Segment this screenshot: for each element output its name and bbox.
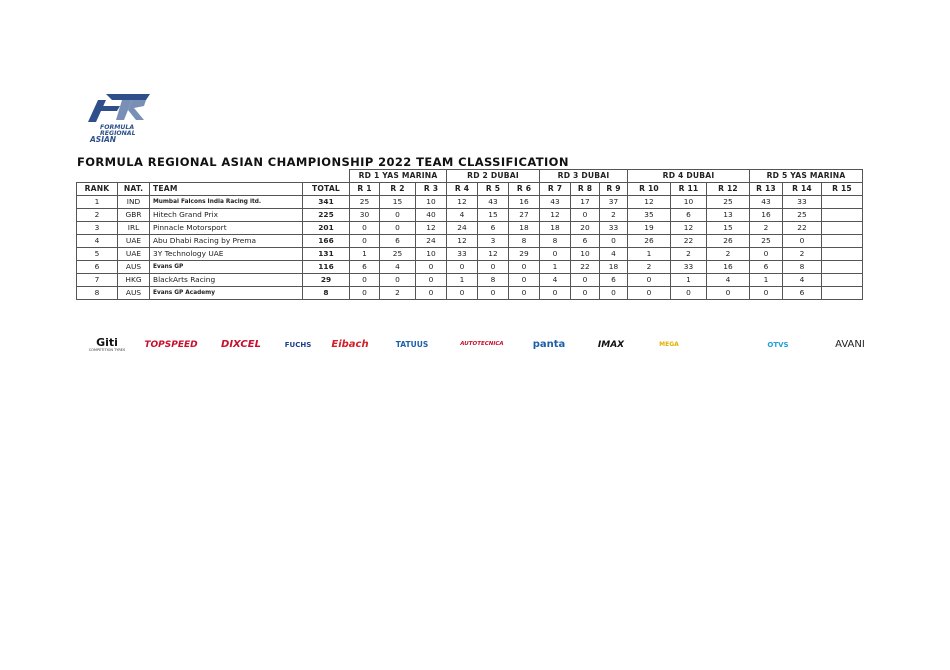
race-points-cell: 2 (707, 248, 750, 261)
round-label: RD 1 YAS MARINA (350, 170, 447, 183)
race-points-cell: 12 (416, 222, 447, 235)
race-points-cell: 33 (783, 196, 822, 209)
race-points-cell: 0 (571, 287, 600, 300)
race-points-cell: 2 (380, 287, 416, 300)
race-points-cell: 6 (380, 235, 416, 248)
sponsor-name: AVANI (835, 339, 865, 350)
race-points-cell: 0 (707, 287, 750, 300)
race-header: R 2 (380, 183, 416, 196)
race-points-cell: 35 (628, 209, 671, 222)
race-points-cell: 0 (600, 235, 628, 248)
rank-cell: 3 (77, 222, 118, 235)
team-cell: Mumbai Falcons India Racing ltd. (150, 196, 303, 209)
race-points-cell: 0 (478, 261, 509, 274)
race-points-cell: 15 (380, 196, 416, 209)
race-points-cell (822, 287, 863, 300)
race-points-cell: 24 (447, 222, 478, 235)
team-cell: Hitech Grand Prix (150, 209, 303, 222)
race-points-cell: 29 (509, 248, 540, 261)
race-points-cell: 25 (380, 248, 416, 261)
sponsor-tagline: COMPETITION TYRES (88, 348, 126, 353)
sponsor-logo (278, 328, 318, 362)
race-header: R 1 (350, 183, 380, 196)
race-points-cell: 6 (571, 235, 600, 248)
round-label: RD 5 YAS MARINA (750, 170, 863, 183)
race-points-cell: 22 (783, 222, 822, 235)
total-cell: 225 (303, 209, 350, 222)
table-row (77, 248, 863, 261)
race-points-cell: 43 (540, 196, 571, 209)
rank-header: RANK (77, 183, 118, 196)
sponsor-name: AUTOTECNICA (460, 341, 504, 348)
race-points-cell: 0 (509, 274, 540, 287)
race-points-cell: 4 (380, 261, 416, 274)
race-points-cell: 0 (571, 209, 600, 222)
race-points-cell: 0 (350, 274, 380, 287)
round-header-row (77, 170, 863, 183)
race-header: R 14 (783, 183, 822, 196)
race-points-cell: 24 (416, 235, 447, 248)
race-points-cell: 16 (707, 261, 750, 274)
sponsor-logo (644, 328, 694, 362)
race-points-cell: 25 (707, 196, 750, 209)
classification-table (76, 169, 863, 300)
table-row (77, 222, 863, 235)
nat-cell: UAE (118, 248, 150, 261)
race-points-cell: 43 (750, 196, 783, 209)
race-points-cell: 0 (509, 287, 540, 300)
race-points-cell (822, 209, 863, 222)
sponsor-name: TOPSPEED (144, 339, 198, 350)
race-points-cell: 12 (671, 222, 707, 235)
race-points-cell: 2 (783, 248, 822, 261)
race-points-cell (822, 235, 863, 248)
race-points-cell: 33 (447, 248, 478, 261)
race-points-cell: 0 (447, 287, 478, 300)
table-row (77, 274, 863, 287)
round-label: RD 4 DUBAI (628, 170, 750, 183)
race-points-cell: 30 (350, 209, 380, 222)
race-points-cell: 4 (540, 274, 571, 287)
sponsor-strip (78, 328, 876, 362)
nat-cell: HKG (118, 274, 150, 287)
race-points-cell: 20 (571, 222, 600, 235)
race-points-cell: 18 (600, 261, 628, 274)
nat-cell: IND (118, 196, 150, 209)
sponsor-name: Eibach (331, 339, 369, 350)
race-points-cell: 13 (707, 209, 750, 222)
race-header: R 7 (540, 183, 571, 196)
race-points-cell: 2 (750, 222, 783, 235)
race-points-cell: 43 (478, 196, 509, 209)
svg-text:FORMULA: FORMULA (100, 124, 135, 131)
race-points-cell: 0 (350, 235, 380, 248)
total-header: TOTAL (303, 183, 350, 196)
race-header: R 11 (671, 183, 707, 196)
rank-cell: 6 (77, 261, 118, 274)
svg-text:REGIONAL: REGIONAL (100, 130, 136, 137)
race-points-cell: 18 (540, 222, 571, 235)
race-points-cell: 4 (783, 274, 822, 287)
race-header: R 10 (628, 183, 671, 196)
sponsor-name: MEGA (659, 341, 679, 348)
race-points-cell: 17 (571, 196, 600, 209)
race-points-cell: 1 (350, 248, 380, 261)
race-points-cell: 1 (750, 274, 783, 287)
race-points-cell: 8 (509, 235, 540, 248)
total-cell: 116 (303, 261, 350, 274)
race-points-cell: 0 (750, 248, 783, 261)
rank-cell: 5 (77, 248, 118, 261)
race-points-cell: 0 (783, 235, 822, 248)
round-label: RD 2 DUBAI (447, 170, 540, 183)
page-title: FORMULA REGIONAL ASIAN CHAMPIONSHIP 2022 TEAM CLASSIFICATION (77, 155, 569, 169)
team-cell: Evans GP (150, 261, 303, 274)
team-cell: Abu Dhabi Racing by Prema (150, 235, 303, 248)
race-points-cell: 0 (571, 274, 600, 287)
table-row (77, 235, 863, 248)
race-points-cell (822, 248, 863, 261)
fr-logo-icon (84, 92, 154, 144)
race-points-cell: 4 (447, 209, 478, 222)
team-cell: Evans GP Academy (150, 287, 303, 300)
race-points-cell: 0 (750, 287, 783, 300)
race-points-cell: 1 (447, 274, 478, 287)
race-header: R 12 (707, 183, 750, 196)
race-points-cell: 0 (447, 261, 478, 274)
round-label: RD 3 DUBAI (540, 170, 628, 183)
sponsor-logo (210, 328, 272, 362)
race-points-cell: 12 (628, 196, 671, 209)
sponsor-logo (322, 328, 378, 362)
race-points-cell: 19 (628, 222, 671, 235)
race-points-cell: 25 (750, 235, 783, 248)
rank-cell: 4 (77, 235, 118, 248)
race-points-cell: 6 (750, 261, 783, 274)
sponsor-logo (824, 328, 876, 362)
rank-cell: 8 (77, 287, 118, 300)
race-header: R 5 (478, 183, 509, 196)
race-points-cell: 1 (671, 274, 707, 287)
race-points-cell: 8 (478, 274, 509, 287)
race-points-cell: 0 (540, 248, 571, 261)
race-points-cell: 15 (478, 209, 509, 222)
table-row (77, 287, 863, 300)
race-points-cell (822, 261, 863, 274)
race-points-cell: 12 (447, 196, 478, 209)
race-points-cell: 10 (416, 196, 447, 209)
sponsor-name: DIXCEL (221, 339, 261, 350)
sponsor-name: OTVS (767, 340, 789, 349)
race-points-cell: 0 (416, 287, 447, 300)
race-points-cell: 6 (783, 287, 822, 300)
sponsor-logo (758, 328, 798, 362)
race-header: R 4 (447, 183, 478, 196)
race-header: R 8 (571, 183, 600, 196)
sponsor-logo (454, 328, 510, 362)
race-points-cell: 0 (628, 274, 671, 287)
race-points-cell: 0 (350, 287, 380, 300)
race-points-cell: 6 (350, 261, 380, 274)
race-points-cell: 0 (671, 287, 707, 300)
race-points-cell: 25 (783, 209, 822, 222)
race-points-cell: 10 (671, 196, 707, 209)
race-points-cell: 27 (509, 209, 540, 222)
total-cell: 341 (303, 196, 350, 209)
sponsor-logo (524, 328, 574, 362)
total-cell: 8 (303, 287, 350, 300)
table-row (77, 209, 863, 222)
race-points-cell (822, 196, 863, 209)
race-points-cell: 26 (628, 235, 671, 248)
race-header: R 6 (509, 183, 540, 196)
table-row (77, 261, 863, 274)
race-points-cell: 0 (380, 222, 416, 235)
total-cell: 201 (303, 222, 350, 235)
sponsor-logo (140, 328, 202, 362)
race-points-cell: 2 (600, 209, 628, 222)
race-points-cell: 12 (540, 209, 571, 222)
total-cell: 29 (303, 274, 350, 287)
sponsor-name: IMAX (597, 339, 625, 350)
race-points-cell: 0 (380, 209, 416, 222)
total-cell: 131 (303, 248, 350, 261)
race-points-cell: 33 (600, 222, 628, 235)
race-points-cell: 6 (478, 222, 509, 235)
sponsor-name: panta (532, 339, 566, 350)
nat-cell: GBR (118, 209, 150, 222)
race-points-cell: 26 (707, 235, 750, 248)
race-points-cell: 0 (350, 222, 380, 235)
race-points-cell: 18 (509, 222, 540, 235)
sponsor-logo (588, 328, 634, 362)
nat-cell: IRL (118, 222, 150, 235)
race-points-cell: 0 (628, 287, 671, 300)
sponsor-name: TATUUS (395, 340, 429, 350)
race-points-cell: 3 (478, 235, 509, 248)
svg-text:ASIAN: ASIAN (90, 135, 117, 144)
sponsor-logo (78, 328, 136, 362)
race-points-cell: 4 (707, 274, 750, 287)
rank-cell: 7 (77, 274, 118, 287)
race-points-cell: 33 (671, 261, 707, 274)
fr-logo (84, 92, 154, 144)
total-cell: 166 (303, 235, 350, 248)
race-header: R 9 (600, 183, 628, 196)
team-header: TEAM (150, 183, 303, 196)
race-points-cell: 0 (540, 287, 571, 300)
nat-cell: UAE (118, 235, 150, 248)
race-points-cell: 0 (416, 261, 447, 274)
race-points-cell: 1 (540, 261, 571, 274)
team-cell: BlackArts Racing (150, 274, 303, 287)
sponsor-logo (388, 328, 436, 362)
sponsor-name: Giti (96, 336, 118, 350)
race-header: R 15 (822, 183, 863, 196)
race-points-cell: 16 (750, 209, 783, 222)
race-points-cell: 16 (509, 196, 540, 209)
table-row (77, 196, 863, 209)
race-points-cell (822, 222, 863, 235)
race-points-cell: 12 (478, 248, 509, 261)
nat-cell: AUS (118, 261, 150, 274)
sponsor-name: FUCHS (284, 340, 312, 349)
team-cell: 3Y Technology UAE (150, 248, 303, 261)
race-points-cell: 0 (509, 261, 540, 274)
rank-cell: 1 (77, 196, 118, 209)
race-points-cell (822, 274, 863, 287)
race-points-cell: 25 (350, 196, 380, 209)
race-points-cell: 4 (600, 248, 628, 261)
race-points-cell: 1 (628, 248, 671, 261)
race-points-cell: 0 (478, 287, 509, 300)
race-points-cell: 0 (416, 274, 447, 287)
race-points-cell: 12 (447, 235, 478, 248)
race-points-cell: 22 (671, 235, 707, 248)
nat-cell: AUS (118, 287, 150, 300)
race-points-cell: 37 (600, 196, 628, 209)
race-points-cell: 22 (571, 261, 600, 274)
race-points-cell: 15 (707, 222, 750, 235)
race-points-cell: 8 (540, 235, 571, 248)
race-points-cell: 0 (380, 274, 416, 287)
rank-cell: 2 (77, 209, 118, 222)
race-points-cell: 2 (628, 261, 671, 274)
race-points-cell: 10 (571, 248, 600, 261)
race-points-cell: 2 (671, 248, 707, 261)
race-header: R 3 (416, 183, 447, 196)
race-points-cell: 6 (671, 209, 707, 222)
race-header: R 13 (750, 183, 783, 196)
race-points-cell: 6 (600, 274, 628, 287)
team-cell: Pinnacle Motorsport (150, 222, 303, 235)
nat-header: NAT. (118, 183, 150, 196)
race-points-cell: 0 (600, 287, 628, 300)
race-points-cell: 10 (416, 248, 447, 261)
column-header-row (77, 183, 863, 196)
race-points-cell: 8 (783, 261, 822, 274)
race-points-cell: 40 (416, 209, 447, 222)
